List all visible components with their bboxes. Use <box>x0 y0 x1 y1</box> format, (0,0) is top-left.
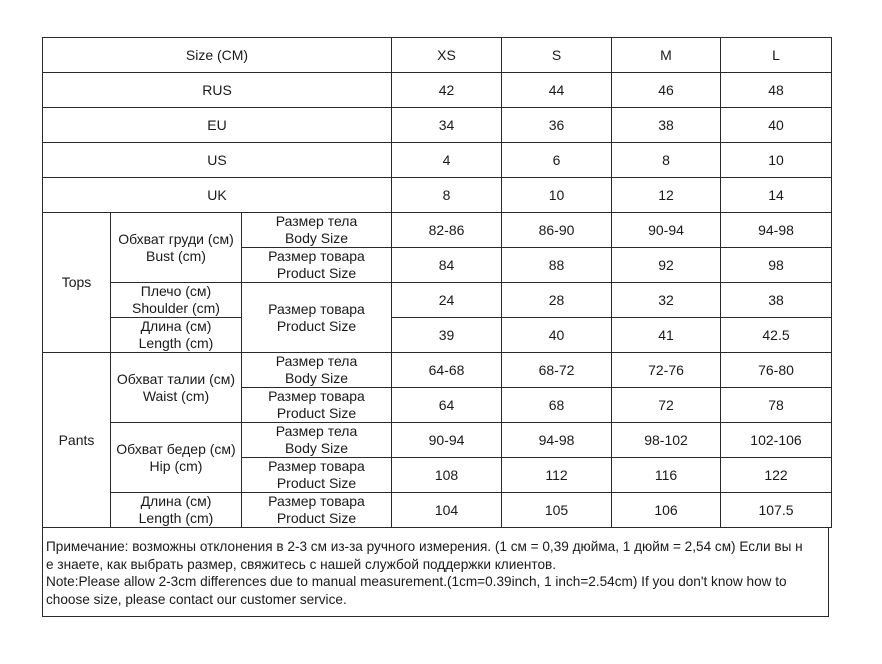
measure-type <box>242 458 392 493</box>
system-label-uk: UK <box>43 178 392 213</box>
table-cell: 38 <box>612 108 721 143</box>
measure-type <box>242 248 392 283</box>
table-cell: 92 <box>612 248 721 283</box>
table-cell: 68-72 <box>502 353 612 388</box>
table-cell: 64 <box>392 388 502 423</box>
measure-type-ru: Размер товара <box>268 300 365 317</box>
table-cell: 40 <box>502 318 612 353</box>
table-cell: 98 <box>721 248 832 283</box>
table-cell: 8 <box>392 178 502 213</box>
table-cell: 102-106 <box>721 423 832 458</box>
measure-type-en: Product Size <box>276 317 357 334</box>
system-label-us: US <box>43 143 392 178</box>
length-label <box>111 318 242 353</box>
measure-type-ru: Размер товара <box>268 458 365 474</box>
table-cell: 76-80 <box>721 353 832 388</box>
size-cm-header: Size (CM) <box>43 38 392 73</box>
pants-length-label <box>111 493 242 528</box>
measure-type <box>242 213 392 248</box>
table-row <box>43 283 832 318</box>
table-row <box>43 493 832 528</box>
table-cell: 72 <box>612 388 721 423</box>
table-cell: 107.5 <box>721 493 832 528</box>
measure-type-ru: Размер товара <box>268 493 365 509</box>
table-cell: 94-98 <box>721 213 832 248</box>
table-cell: 112 <box>502 458 612 493</box>
table-row <box>43 178 832 213</box>
table-cell: 12 <box>612 178 721 213</box>
table-cell: 88 <box>502 248 612 283</box>
note-en-line-2: choose size, please contact our customer service. <box>46 591 347 607</box>
table-row <box>43 353 832 388</box>
note-ru-line-1: Примечание: возможны отклонения в 2-3 см из-за ручного измерения. (1 см = 0,39 дюйма, 1 дюйм = 2,54 см) Если вы н <box>46 539 803 554</box>
table-cell: 105 <box>502 493 612 528</box>
table-cell: 39 <box>392 318 502 353</box>
waist-label-ru: Обхват талии (см) <box>116 370 236 387</box>
table-cell: 64-68 <box>392 353 502 388</box>
table-cell: 10 <box>502 178 612 213</box>
table-cell: 41 <box>612 318 721 353</box>
table-row <box>43 213 832 248</box>
shoulder-label <box>111 283 242 318</box>
pants-label: Pants <box>43 353 111 528</box>
table-cell: 48 <box>721 73 832 108</box>
table-cell: 34 <box>392 108 502 143</box>
table-cell: 36 <box>502 108 612 143</box>
table-cell: 90-94 <box>612 213 721 248</box>
header-row <box>43 38 832 73</box>
table-cell: 32 <box>612 283 721 318</box>
table-cell: 84 <box>392 248 502 283</box>
table-cell: 28 <box>502 283 612 318</box>
measure-type-en: Body Size <box>284 370 349 386</box>
measure-type <box>242 353 392 388</box>
table-cell: 122 <box>721 458 832 493</box>
table-cell: 94-98 <box>502 423 612 458</box>
pants-length-label-en: Length (cm) <box>138 510 214 526</box>
bust-label-en: Bust (cm) <box>146 247 206 264</box>
table-cell: 68 <box>502 388 612 423</box>
table-row <box>43 318 832 353</box>
table-cell: 38 <box>721 283 832 318</box>
table-cell: 24 <box>392 283 502 318</box>
table-cell: 46 <box>612 73 721 108</box>
measure-type-en: Body Size <box>284 230 349 246</box>
table-cell: 86-90 <box>502 213 612 248</box>
table-cell: 6 <box>502 143 612 178</box>
table-cell: 8 <box>612 143 721 178</box>
measure-type-en: Body Size <box>284 440 349 456</box>
shoulder-label-en: Shoulder (cm) <box>132 300 220 316</box>
hip-label-en: Hip (cm) <box>149 457 203 474</box>
table-cell: 44 <box>502 73 612 108</box>
waist-label-en: Waist (cm) <box>142 387 210 404</box>
table-cell: 42.5 <box>721 318 832 353</box>
table-cell: 104 <box>392 493 502 528</box>
tops-label: Tops <box>43 213 111 353</box>
table-cell: 72-76 <box>612 353 721 388</box>
measure-type-en: Product Size <box>276 510 357 526</box>
length-label-en: Length (cm) <box>138 335 214 351</box>
hip-label-ru: Обхват бедер (см) <box>116 440 236 457</box>
measure-type <box>242 283 392 353</box>
table-row <box>43 423 832 458</box>
bust-label-ru: Обхват груди (см) <box>118 230 234 247</box>
table-cell: 42 <box>392 73 502 108</box>
pants-length-label-ru: Длина (см) <box>140 493 212 509</box>
note-en-line-1: Note:Please allow 2-3cm differences due to manual measurement.(1cm=0.39inch, 1 inch=2.54cm) If you don't know how to <box>46 574 787 589</box>
measure-type-en: Product Size <box>276 475 357 491</box>
measure-type <box>242 388 392 423</box>
size-header-xs: XS <box>392 38 502 73</box>
hip-label <box>111 423 242 493</box>
table-row <box>43 108 832 143</box>
length-label-ru: Длина (см) <box>140 318 212 334</box>
size-chart-table <box>42 37 832 528</box>
system-label-eu: EU <box>43 108 392 143</box>
size-header-m: M <box>612 38 721 73</box>
measure-type-en: Product Size <box>276 405 357 421</box>
waist-label <box>111 353 242 423</box>
table-cell: 14 <box>721 178 832 213</box>
measure-type-ru: Размер товара <box>268 248 365 264</box>
table-cell: 108 <box>392 458 502 493</box>
table-row <box>43 73 832 108</box>
system-label-rus: RUS <box>43 73 392 108</box>
shoulder-label-ru: Плечо (см) <box>140 283 212 299</box>
table-row <box>43 143 832 178</box>
measure-type-ru: Размер тела <box>275 353 358 369</box>
table-cell: 4 <box>392 143 502 178</box>
table-cell: 78 <box>721 388 832 423</box>
measure-type-ru: Размер тела <box>275 213 358 229</box>
measure-type <box>242 493 392 528</box>
bust-label <box>111 213 242 283</box>
table-cell: 82-86 <box>392 213 502 248</box>
size-header-l: L <box>721 38 832 73</box>
size-header-s: S <box>502 38 612 73</box>
note-ru-line-2: е знаете, как выбрать размер, свяжитесь с нашей службой поддержки клиентов. <box>46 556 557 572</box>
table-cell: 98-102 <box>612 423 721 458</box>
measure-type <box>242 423 392 458</box>
table-cell: 40 <box>721 108 832 143</box>
measure-type-ru: Размер тела <box>275 423 358 439</box>
table-cell: 10 <box>721 143 832 178</box>
table-cell: 106 <box>612 493 721 528</box>
measure-type-en: Product Size <box>276 265 357 281</box>
measure-type-ru: Размер товара <box>268 388 365 404</box>
table-cell: 90-94 <box>392 423 502 458</box>
table-cell: 116 <box>612 458 721 493</box>
measurement-note <box>42 528 829 617</box>
